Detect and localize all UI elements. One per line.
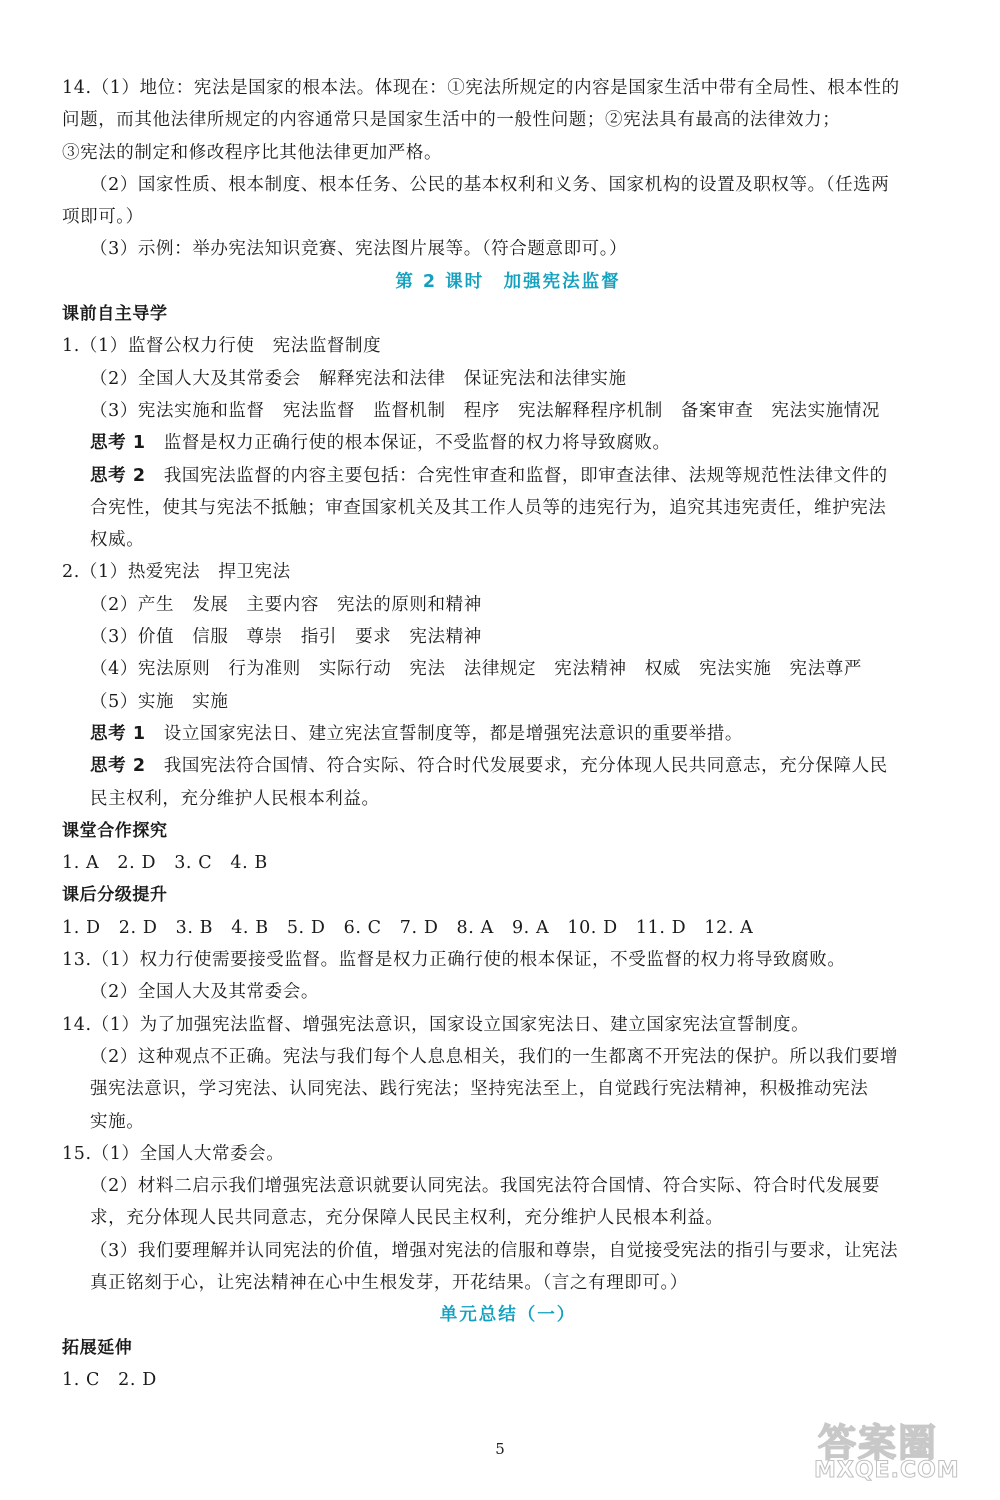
q14-part2-line2-b: 强宪法意识，学习宪法、认同宪法、践行宪法；坚持宪法至上，自觉践行宪法精神，积极推动宪法 [90, 1079, 869, 1100]
q14-part1: 14.（1）为了加强宪法监督、增强宪法意识，国家设立国家宪法日、建立国家宪法宣誓制度。 [62, 1014, 810, 1035]
section-heading-extension: 拓展延伸 [62, 1337, 133, 1358]
think-4-line2: 民主权利，充分维护人民根本利益。 [90, 788, 380, 809]
q14-part1-line1: 14.（1）地位：宪法是国家的根本法。体现在：①宪法所规定的内容是国家生活中带有全局性、根本性的 [62, 78, 900, 98]
section-heading-classroom: 课堂合作探究 [62, 820, 168, 841]
think-2-label: 思考 2 [90, 465, 146, 486]
preview-q1-part1: 1.（1）监督公权力行使 宪法监督制度 [62, 336, 382, 357]
think-4-label: 思考 2 [90, 756, 146, 777]
section-heading-after-class: 课后分级提升 [62, 885, 168, 906]
page-number: 5 [495, 1440, 505, 1458]
q15-part2-line1: （2）材料二启示我们增强宪法意识就要认同宪法。我国宪法符合国情、符合实际、符合时代发展要 [90, 1176, 881, 1197]
q14-part1-line3: ③宪法的制定和修改程序比其他法律更加严格。 [62, 142, 443, 163]
watermark-url: MXQE.COM [814, 1458, 960, 1483]
preview-q2-part4: （4）宪法原则 行为准则 实际行动 宪法 法律规定 宪法精神 权威 宪法实施 宪法尊严 [90, 659, 862, 680]
q15-part1: 15.（1）全国人大常委会。 [62, 1143, 285, 1164]
q15-part2-line2: 求，充分体现人民共同意志，充分保障人民民主权利，充分维护人民根本利益。 [90, 1208, 724, 1229]
think-4-text: 我国宪法符合国情、符合实际、符合时代发展要求，充分体现人民共同意志，充分保障人民 [145, 756, 888, 777]
q13-part2: （2）全国人大及其常委会。 [90, 982, 319, 1003]
think-3 [62, 718, 954, 750]
watermark-logo: 答案圈 [818, 1421, 939, 1465]
think-3-text: 设立国家宪法日、建立宪法宣誓制度等，都是增强宪法意识的重要举措。 [145, 723, 743, 744]
preview-q2-part2: （2）产生 发展 主要内容 宪法的原则和精神 [90, 594, 482, 615]
think-2-text: 我国宪法监督的内容主要包括：合宪性审查和监督，即审查法律、法规等规范性法律文件的 [145, 465, 888, 486]
think-2 [62, 460, 954, 492]
q14-part2-line1-b: （2）这种观点不正确。宪法与我们每个人息息相关，我们的一生都离不开宪法的保护。所以我们要增 [90, 1046, 899, 1067]
extension-answers: 1. C 2. D [62, 1369, 157, 1390]
answer-page [62, 72, 954, 1396]
q14-part3: （3）示例：举办宪法知识竞赛、宪法图片展等。（符合题意即可。） [90, 239, 628, 260]
q14-part2-line2: 项即可。） [62, 207, 144, 228]
watermark [808, 1412, 988, 1492]
q13-part1: 13.（1）权力行使需要接受监督。监督是权力正确行使的根本保证，不受监督的权力将导致腐败。 [62, 950, 846, 971]
think-3-label: 思考 1 [90, 723, 146, 744]
preview-q2-part3: （3）价值 信服 尊崇 指引 要求 宪法精神 [90, 627, 482, 648]
q15-part3-line2: 真正铭刻于心，让宪法精神在心中生根发芽，开花结果。（言之有理即可。） [90, 1272, 688, 1293]
think-1 [62, 427, 954, 459]
preview-q1-part2: （2）全国人大及其常委会 解释宪法和法律 保证宪法和法律实施 [90, 368, 627, 389]
q15-part3-line1: （3）我们要理解并认同宪法的价值，增强对宪法的信服和尊崇，自觉接受宪法的指引与要求，让宪法 [90, 1240, 899, 1261]
q14-part1-line2: 问题，而其他法律所规定的内容通常只是国家生活中的一般性问题；②宪法具有最高的法律效力； [62, 110, 841, 131]
preview-q2-part5: （5）实施 实施 [90, 691, 229, 712]
think-1-text: 监督是权力正确行使的根本保证，不受监督的权力将导致腐败。 [145, 433, 671, 454]
think-4 [62, 750, 954, 782]
classroom-answers: 1. A 2. D 3. C 4. B [62, 853, 268, 874]
section-heading-preview: 课前自主导学 [62, 304, 168, 325]
preview-q2-part1: 2.（1）热爱宪法 捍卫宪法 [62, 562, 291, 583]
lesson-title: 第 2 课时 加强宪法监督 [395, 271, 621, 292]
think-2-line2: 合宪性，使其与宪法不抵触；审查国家机关及其工作人员等的违宪行为，追究其违宪责任，维护宪法 [90, 497, 887, 518]
unit-title: 单元总结（一） [439, 1305, 577, 1326]
think-1-label: 思考 1 [90, 433, 146, 454]
q14-part2-line1: （2）国家性质、根本制度、根本任务、公民的基本权利和义务、国家机构的设置及职权等。（任选两 [90, 174, 890, 195]
q14-part2-line3-b: 实施。 [90, 1111, 145, 1132]
think-2-line3: 权威。 [90, 530, 145, 551]
preview-q1-part3: （3）宪法实施和监督 宪法监督 监督机制 程序 宪法解释程序机制 备案审查 宪法实施情况 [90, 400, 881, 421]
after-class-choice-answers: 1. D 2. D 3. B 4. B 5. D 6. C 7. D 8. A 9. A 10. D 11. D 12. A [62, 917, 754, 938]
